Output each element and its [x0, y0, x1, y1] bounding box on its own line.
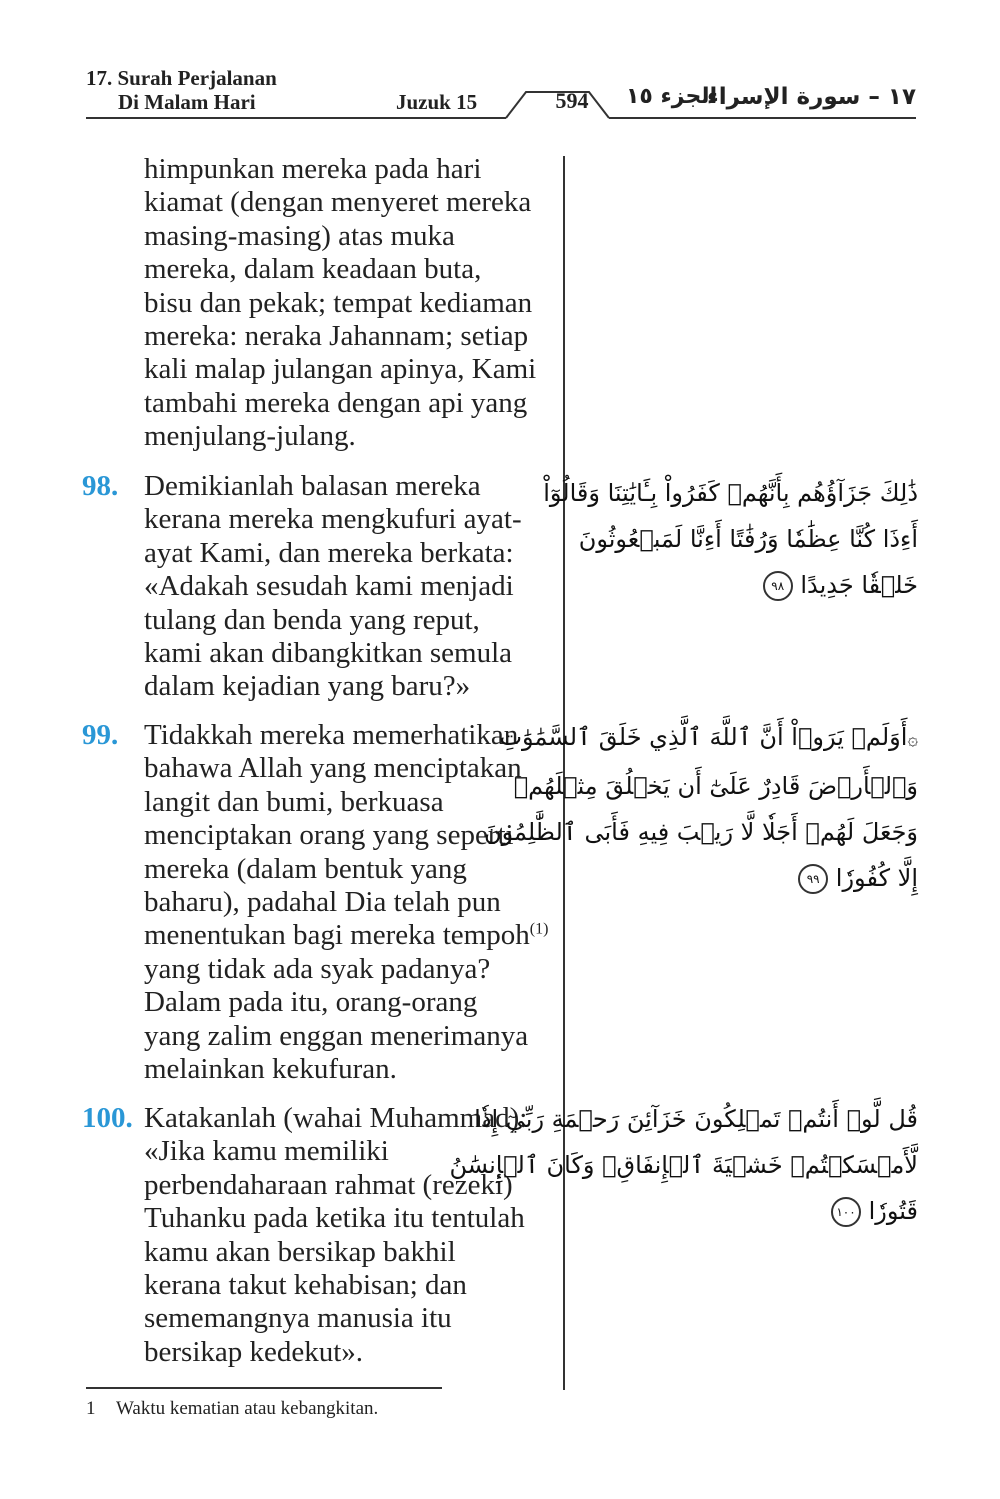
- translation-continuation: [82, 153, 562, 454]
- verse-number: 99.: [82, 719, 119, 751]
- surah-title-latin-line2: Di Malam Hari: [118, 90, 256, 114]
- surah-title-latin: 17. Surah Perjalanan: [86, 66, 277, 90]
- footnote-reference[interactable]: (1): [529, 920, 549, 938]
- arabic-line: قُل لَّوۡ أَنتُمۡ تَمۡلِكُونَ خَزَآئِنَ رَحۡمَةِ رَبِّيٓ إِذٗا: [474, 1105, 918, 1133]
- translation-text-part: yang tidak ada syak padanya? Dalam pada itu, orang-orang yang zalim enggan menerimanya melainkan kekufuran.: [144, 952, 529, 1086]
- arabic-line: [578, 562, 918, 608]
- arabic-line: [578, 855, 918, 901]
- translation-text: [144, 719, 562, 1086]
- ayah-end-marker: ٩٨: [763, 571, 793, 601]
- translation-verse-98: [82, 470, 562, 704]
- verse-number: 100.: [82, 1102, 133, 1134]
- arabic-line: [578, 1188, 918, 1234]
- translation-verse-99: [82, 719, 562, 1086]
- verse-number: 98.: [82, 470, 119, 502]
- arabic-line: أَءِذَا كُنَّا عِظَٰمٗا وَرُفَٰتًا أَءِنَّا لَمَبۡعُوثُونَ: [578, 525, 918, 553]
- footnote: [86, 1398, 378, 1420]
- arabic-line: وَجَعَلَ لَهُمۡ أَجَلٗا لَّا رَيۡبَ فِيهِ فَأَبَى ٱلظَّٰلِمُونَ: [483, 818, 918, 846]
- arabic-line-text: أَوَلَمۡ يَرَوۡاْ أَنَّ ٱللَّهَ ٱلَّذِي خَلَقَ ٱلسَّمَٰوَٰتِ: [499, 723, 908, 751]
- translation-text: Demikianlah balasan mereka kerana mereka mengkufuri ayat- ayat Kami, dan mereka berkata: «Adakah sesudah kami menjadi tulang dan benda yang reput, kami akan dibangkitkan semula dalam kejadian yang baru?»: [144, 470, 522, 703]
- arabic-line: [499, 714, 918, 763]
- translation-text: himpunkan mereka pada hari kiamat (dengan menyeret mereka masing-masing) atas muka mereka, dalam keadaan buta, bisu dan pekak; tempat kediaman mereka: neraka Jahannam; setiap kali malap julangan apinya, Kami tambahi mereka dengan api yang menjulang-julang.: [144, 153, 537, 453]
- arabic-line: ذَٰلِكَ جَزَآؤُهُم بِأَنَّهُمۡ كَفَرُواْ بِـَٔايَٰتِنَا وَقَالُوٓاْ: [543, 479, 918, 507]
- arabic-line-text: خَلۡقٗا جَدِيدًا: [800, 571, 918, 599]
- page-header: [86, 66, 916, 126]
- translation-text: Katakanlah (wahai Muhammad): «Jika kamu memiliki perbendaharaan rahmat (rezeki) Tuhanku pada ketika itu tentulah kamu akan bersikap bakhil kerana takut kehabisan; dan sememangnya manusia itu bersikap kedekut».: [144, 1102, 528, 1368]
- footnote-text: Waktu kematian atau kebangkitan.: [116, 1398, 379, 1419]
- juzuk-label: Juzuk 15: [396, 90, 478, 114]
- arabic-verse-99: [483, 714, 918, 901]
- arabic-line: وَٱلۡأَرۡضَ قَادِرٌ عَلَىٰٓ أَن يَخۡلُقَ مِثۡلَهُمۡ: [513, 772, 918, 800]
- arabic-line: لَّأَمۡسَكۡتُمۡ خَشۡيَةَ ٱلۡإِنفَاقِۚ وَكَانَ ٱلۡإِنسَٰنُ: [449, 1151, 918, 1179]
- juz-label-arabic: الجزء ١٥: [626, 84, 718, 109]
- footnote-number: 1: [86, 1398, 96, 1419]
- translation-text-part: Tidakkah mereka memerhatikan bahawa Allah yang menciptakan langit dan bumi, berkuasa menciptakan orang yang seperti mereka (dalam bentuk yang baharu), padahal Dia telah pun menentukan bagi mereka tempoh: [144, 719, 530, 952]
- ayah-end-marker: ٩٩: [798, 864, 828, 894]
- footnote-rule: [86, 1387, 442, 1389]
- arabic-line-text: إِلَّا كُفُورٗا: [835, 864, 918, 892]
- sajdah-star-icon: ۞: [907, 729, 918, 750]
- ayah-end-marker: ١٠٠: [831, 1197, 861, 1227]
- surah-title-arabic: ١٧ – سورة الإسراء: [706, 84, 916, 110]
- arabic-verse-100: [449, 1096, 918, 1234]
- page-number: 594: [555, 88, 589, 113]
- arabic-line-text: قَتُورٗا: [868, 1197, 918, 1225]
- arabic-verse-98: [543, 470, 918, 608]
